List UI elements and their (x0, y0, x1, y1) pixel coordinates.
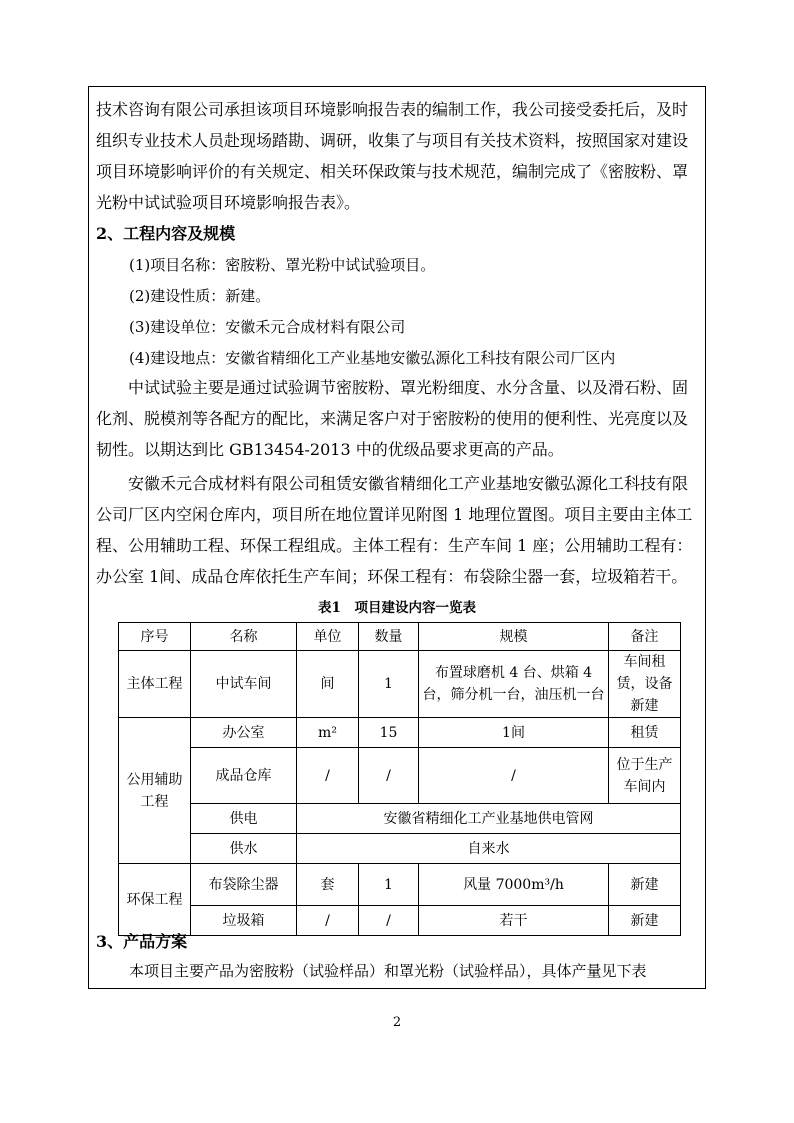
table-row (119, 804, 681, 834)
construction-nature-item: (2)建设性质：新建。 (129, 287, 271, 305)
header-cell: 名称 (191, 623, 297, 651)
name-cell: 布袋除尘器 (191, 864, 297, 906)
intro-paragraph (96, 94, 702, 218)
table-row (119, 864, 681, 906)
project-content-table (118, 622, 681, 936)
text-line: 中试试验主要是通过试验调节密胺粉、罩光粉细度、水分含量、以及滑石粉、固 (128, 378, 689, 397)
text-line: 公司厂区内空闲仓库内，项目所在地位置详见附图 1 地理位置图。项目主要由主体工 (96, 505, 693, 524)
table-row (119, 748, 681, 804)
text-line: 项目环境影响评价的有关规定、相关环保政策与技术规范，编制完成了《密胺粉、罩 (96, 162, 689, 181)
text-line: 化剂、脱模剂等各配方的配比，来满足客户对于密胺粉的使用的便利性、光亮度以及 (96, 409, 689, 428)
construction-site-item: (4)建设地点：安徽省精细化工产业基地安徽弘源化工科技有限公司厂区内 (129, 349, 616, 367)
name-cell: 供水 (191, 834, 297, 864)
header-cell: 规模 (419, 623, 609, 651)
group-cell: 环保工程 (119, 864, 191, 936)
text-line: 韧性。以期达到比 GB13454-2013 中的优级品要求更高的产品。 (96, 440, 564, 459)
section-2-heading: 2、工程内容及规模 (96, 224, 236, 243)
quantity-cell: / (359, 906, 419, 936)
project-composition-paragraph (96, 468, 702, 592)
scale-cell: / (419, 748, 609, 804)
construction-unit-item: (3)建设单位：安徽禾元合成材料有限公司 (129, 318, 406, 336)
header-cell: 序号 (119, 623, 191, 651)
table-row (119, 718, 681, 748)
text-line: 技术咨询有限公司承担该项目环境影响报告表的编制工作，我公司接受委托后，及时 (96, 100, 689, 119)
unit-cell: / (297, 748, 359, 804)
group-cell: 主体工程 (119, 651, 191, 718)
text-line: 安徽禾元合成材料有限公司租赁安徽省精细化工产业基地安徽弘源化工科技有限 (128, 474, 689, 493)
header-cell: 备注 (609, 623, 681, 651)
table-row (119, 834, 681, 864)
text-line: 程、公用辅助工程、环保工程组成。主体工程有：生产车间 1 座；公用辅助工程有： (96, 536, 693, 555)
description-cell: 安徽省精细化工产业基地供电管网 (297, 804, 681, 834)
scale-cell: 风量 7000m³/h (419, 864, 609, 906)
group-cell: 公用辅助工程 (119, 718, 191, 864)
unit-cell: 间 (297, 651, 359, 718)
name-cell: 垃圾箱 (191, 906, 297, 936)
quantity-cell: 1 (359, 864, 419, 906)
name-cell: 供电 (191, 804, 297, 834)
name-cell: 中试车间 (191, 651, 297, 718)
page-number: 2 (392, 1015, 402, 1030)
note-cell: 新建 (609, 906, 681, 936)
section-3-heading: 3、产品方案 (96, 932, 188, 951)
header-cell: 数量 (359, 623, 419, 651)
unit-cell: 套 (297, 864, 359, 906)
name-cell: 办公室 (191, 718, 297, 748)
text-line: 组织专业技术人员赴现场踏勘、调研，收集了与项目有关技术资料，按照国家对建设 (96, 131, 689, 150)
text-line: 光粉中试试验项目环境影响报告表》。 (96, 193, 361, 212)
note-cell: 位于生产车间内 (609, 748, 681, 804)
unit-cell: m² (297, 718, 359, 748)
note-cell: 车间租赁，设备新建 (609, 651, 681, 718)
header-cell: 单位 (297, 623, 359, 651)
note-cell: 租赁 (609, 718, 681, 748)
table-header-row (119, 623, 681, 651)
note-cell: 新建 (609, 864, 681, 906)
trial-description-paragraph (96, 372, 702, 465)
scale-cell: 布置球磨机 4 台、烘箱 4 台，筛分机一台，油压机一台 (419, 651, 609, 718)
quantity-cell: / (359, 748, 419, 804)
text-line: 办公室 1间、成品仓库依托生产车间；环保工程有：布袋除尘器一套，垃圾箱若干。 (96, 567, 688, 586)
description-cell: 自来水 (297, 834, 681, 864)
table-row (119, 906, 681, 936)
quantity-cell: 1 (359, 651, 419, 718)
quantity-cell: 15 (359, 718, 419, 748)
project-name-item: (1)项目名称：密胺粉、罩光粉中试试验项目。 (129, 256, 436, 274)
unit-cell: / (297, 906, 359, 936)
name-cell: 成品仓库 (191, 748, 297, 804)
scale-cell: 1间 (419, 718, 609, 748)
table-row (119, 651, 681, 718)
scale-cell: 若干 (419, 906, 609, 936)
product-plan-text: 本项目主要产品为密胺粉（试验样品）和罩光粉（试验样品），具体产量见下表 (129, 962, 647, 980)
table-1-caption: 表1 项目建设内容一览表 (318, 600, 476, 616)
